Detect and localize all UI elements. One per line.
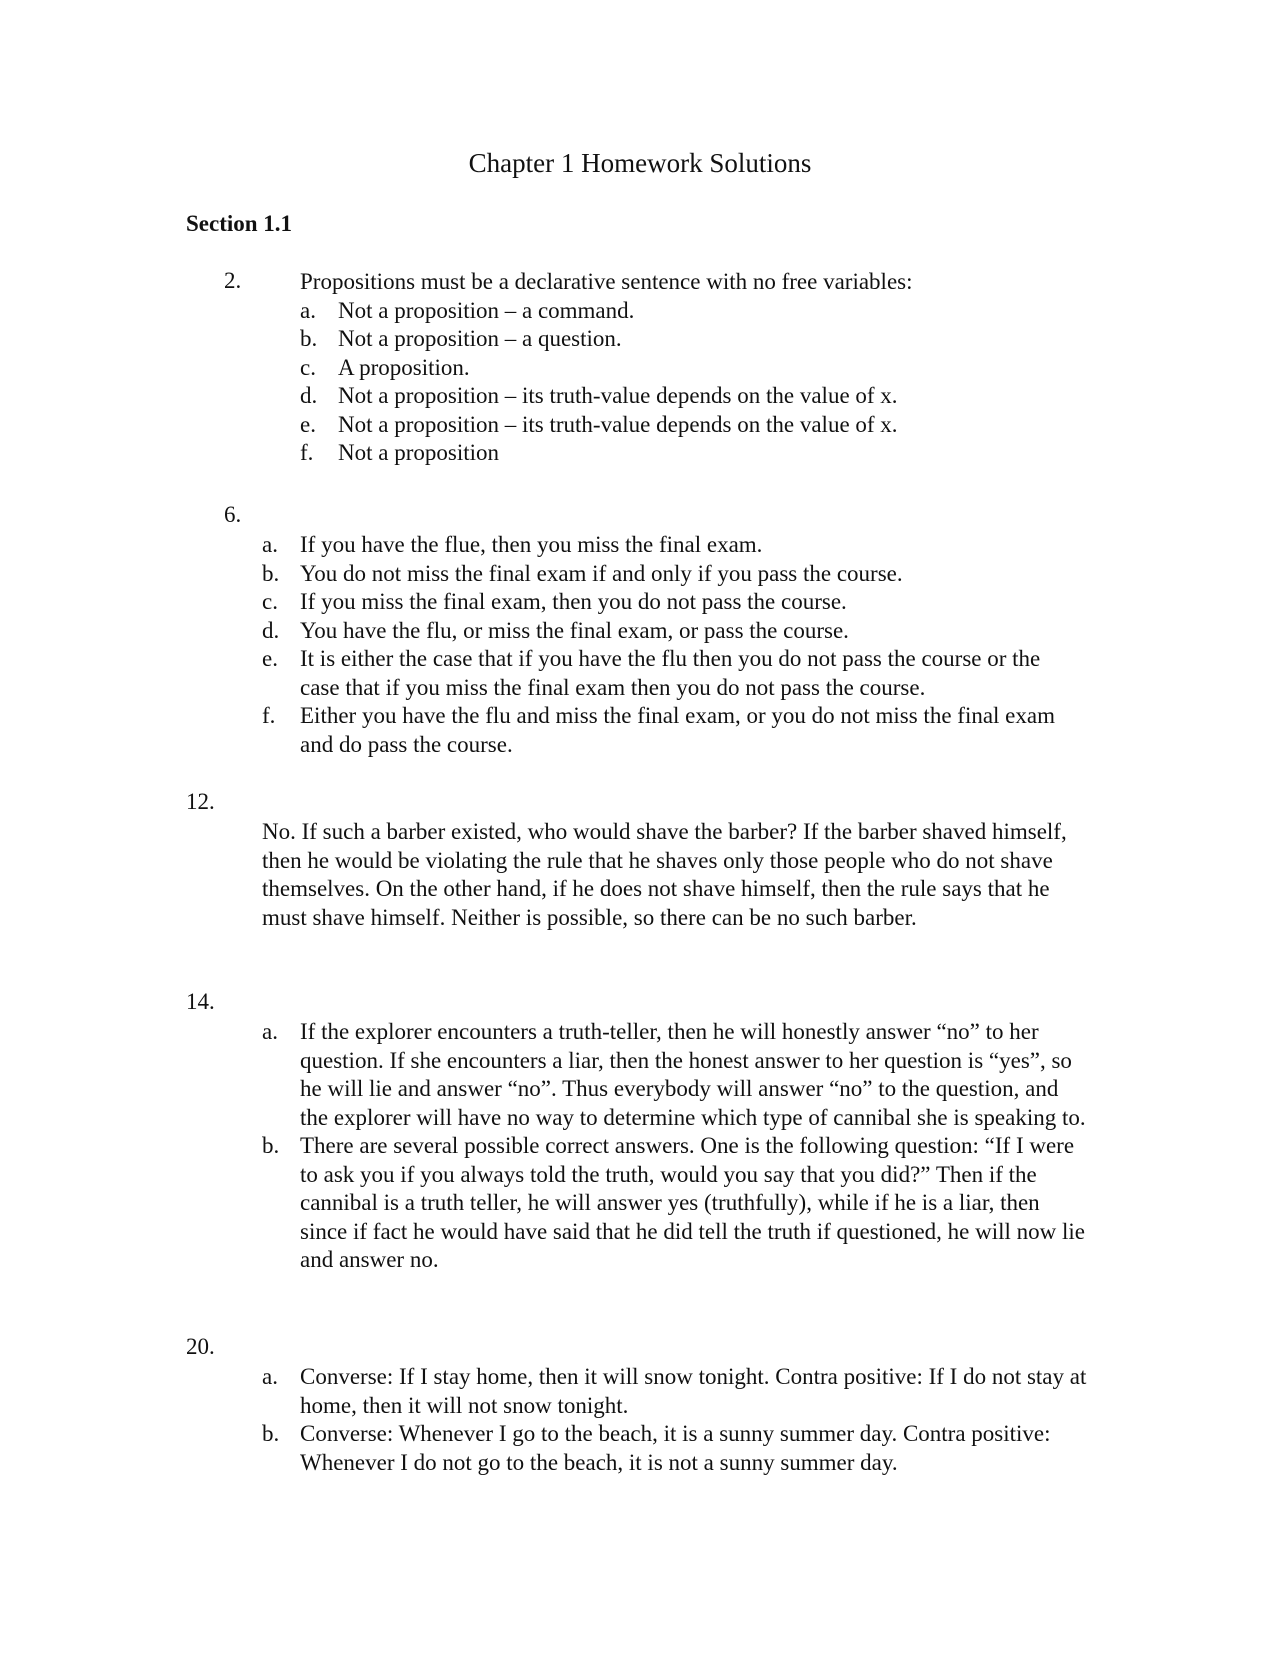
- item-label: d.: [300, 383, 318, 408]
- item-label: d.: [262, 617, 280, 643]
- item-label: b.: [262, 1421, 280, 1446]
- item-text: There are several possible correct answers. One is the following question: “If I were to ask you if you always told the truth, would you say that you did?” Then if the cannibal is a truth teller, he will answer yes (truthfully), while if he is a liar, then since if fact he would have said that he did tell the truth if questioned, he will now lie and answer no.: [300, 1133, 1085, 1272]
- item-label: a.: [262, 532, 278, 557]
- answer-item: [300, 354, 1060, 383]
- answer-item: [300, 439, 1060, 468]
- item-label: b.: [262, 1133, 280, 1158]
- item-text: Not a proposition: [338, 440, 499, 465]
- item-text: A proposition.: [338, 354, 470, 380]
- answer-item: [262, 1363, 1092, 1420]
- page-title: Chapter 1 Homework Solutions: [468, 148, 812, 178]
- item-text: Converse: If I stay home, then it will snow tonight. Contra positive: If I do not stay at home, then it will not snow tonight.: [300, 1364, 1087, 1418]
- item-label: c.: [300, 354, 316, 380]
- item-label: a.: [300, 297, 316, 323]
- question-number: 12.: [186, 789, 215, 814]
- answer-item: [300, 297, 1060, 326]
- item-text: Not a proposition – its truth-value depends on the value of x.: [338, 383, 898, 408]
- item-text: If you miss the final exam, then you do not pass the course.: [300, 589, 847, 614]
- item-label: c.: [262, 589, 278, 614]
- item-text: Not a proposition – its truth-value depends on the value of x.: [338, 411, 898, 437]
- answer-item: [262, 531, 1082, 560]
- question-20: [262, 1363, 1092, 1477]
- item-text: If you have the flue, then you miss the final exam.: [300, 532, 763, 557]
- item-text: You have the flu, or miss the final exam, or pass the course.: [300, 617, 849, 643]
- question-number: 2.: [224, 268, 242, 293]
- answer-paragraph: No. If such a barber existed, who would shave the barber? If the barber shaved himself, then he would be violating the rule that he shaves only those people who do not shave themselves. On the other hand, if he does not shave himself, then the rule says that he must shave himself. Neither is possible, so there can be no such barber.: [262, 819, 1067, 930]
- item-text: Not a proposition – a command.: [338, 297, 635, 323]
- item-text: You do not miss the final exam if and only if you pass the course.: [300, 560, 903, 586]
- question-intro: Propositions must be a declarative sentence with no free variables:: [300, 269, 913, 294]
- answer-item: [262, 617, 1082, 646]
- answer-item: [300, 411, 1060, 440]
- item-label: e.: [262, 646, 278, 671]
- answer-item: [262, 1420, 1092, 1477]
- item-text: Either you have the flu and miss the final exam, or you do not miss the final exam and do pass the course.: [300, 703, 1055, 757]
- question-12: [262, 818, 1092, 932]
- item-label: f.: [262, 703, 276, 728]
- question-14: [262, 1018, 1092, 1275]
- answer-item: [300, 325, 1060, 354]
- answer-item: [262, 1132, 1092, 1275]
- question-number: 20.: [186, 1334, 215, 1359]
- answer-item: [262, 588, 1082, 617]
- item-label: e.: [300, 411, 316, 437]
- item-label: b.: [262, 560, 280, 586]
- item-label: a.: [262, 1364, 278, 1389]
- item-text: Not a proposition – a question.: [338, 326, 622, 351]
- question-number: 6.: [224, 502, 242, 527]
- item-label: f.: [300, 440, 314, 465]
- item-text: Converse: Whenever I go to the beach, it is a sunny summer day. Contra positive: Whenever I do not go to the beach, it is not a sunny summer day.: [300, 1421, 1051, 1475]
- answer-item: [262, 560, 1082, 589]
- answer-item: [262, 645, 1082, 702]
- question-2: [300, 268, 1060, 468]
- item-label: b.: [300, 326, 318, 351]
- item-label: a.: [262, 1019, 278, 1044]
- question-6: [262, 531, 1082, 759]
- answer-item: [262, 1018, 1092, 1132]
- answer-item: [300, 382, 1060, 411]
- answer-item: [262, 702, 1082, 759]
- item-text: If the explorer encounters a truth-teller, then he will honestly answer “no” to her question. If she encounters a liar, then the honest answer to her question is “yes”, so he will lie and answer “no”. Thus everybody will answer “no” to the question, and the explorer will have no way to determine which type of cannibal she is speaking to.: [300, 1019, 1086, 1130]
- question-number: 14.: [186, 989, 215, 1014]
- section-heading: Section 1.1: [186, 211, 293, 236]
- item-text: It is either the case that if you have the flu then you do not pass the course or the case that if you miss the final exam then you do not pass the course.: [300, 646, 1041, 700]
